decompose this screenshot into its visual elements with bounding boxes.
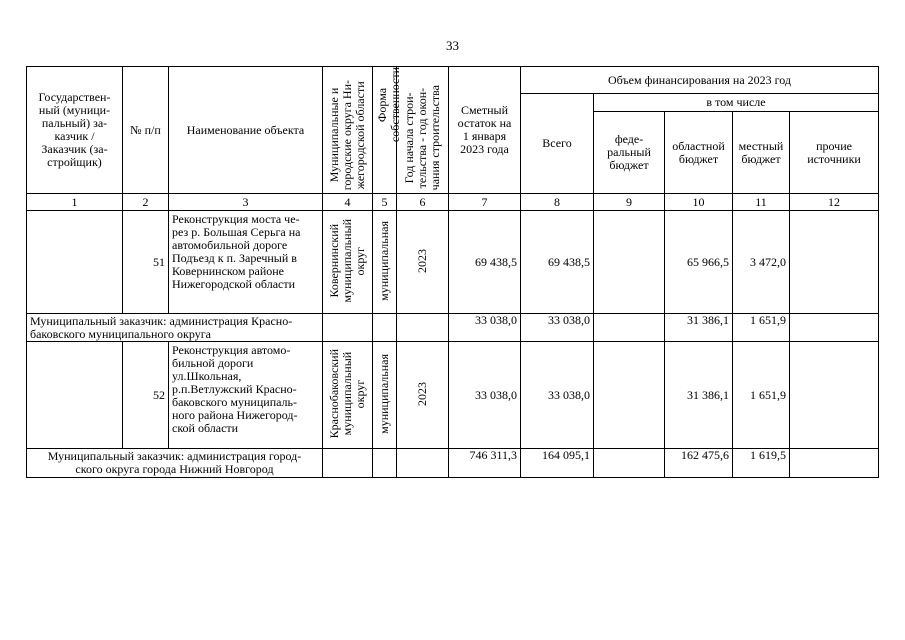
object-local: 3 472,0: [733, 211, 790, 314]
object-years: 2023: [415, 381, 429, 406]
column-number-row: [27, 194, 879, 211]
column-number: 4: [323, 194, 373, 211]
header-years: Год начала строи- тельства - год окон- чания строительства: [402, 84, 442, 190]
object-municipality: Ковернинский муниципальный округ: [327, 218, 367, 303]
customer-label: Муниципальный заказчик: администрация город- ского округа города Нижний Новгород: [27, 449, 323, 478]
column-number: 6: [397, 194, 449, 211]
row-num: 51: [123, 211, 169, 314]
customer-row: [27, 314, 879, 342]
customer-label: Муниципальный заказчик: администрация Красно- баковского муниципального округа: [27, 314, 323, 342]
object-total: 33 038,0: [521, 342, 594, 449]
customer-estimate: 33 038,0: [449, 314, 521, 342]
customer-other: [790, 449, 879, 478]
object-total: 69 438,5: [521, 211, 594, 314]
column-number: 2: [123, 194, 169, 211]
column-number: 8: [521, 194, 594, 211]
header-local: местный бюджет: [733, 112, 790, 194]
object-name: Реконструкция автомо- бильной дороги ул.Школьная, р.п.Ветлужский Красно- баковского муниципаль- ного района Нижегород- ской области: [169, 342, 323, 449]
customer-federal: [594, 449, 665, 478]
object-years: 2023: [415, 248, 429, 273]
object-name: Реконструкция моста че- рез р. Большая Серьга на автомобильной дороге Подъезд к п. Заречный в Ковернинском районе Нижегородской области: [169, 211, 323, 314]
customer-federal: [594, 314, 665, 342]
financing-table: [26, 66, 879, 478]
column-number: 9: [594, 194, 665, 211]
customer-regional: 162 475,6: [665, 449, 733, 478]
table-row: [27, 342, 879, 449]
column-number: 11: [733, 194, 790, 211]
object-estimate: 69 438,5: [449, 211, 521, 314]
header-ownership: Форма собственности: [375, 67, 402, 143]
header-object-name: Наименование объекта: [169, 67, 323, 194]
header-other: прочие источники: [790, 112, 879, 194]
customer-local: 1 651,9: [733, 314, 790, 342]
object-ownership: муниципальная: [377, 353, 391, 434]
table-row: [27, 211, 879, 314]
customer-other: [790, 314, 879, 342]
column-number: 5: [373, 194, 397, 211]
header-federal: феде- ральный бюджет: [594, 112, 665, 194]
object-federal: [594, 342, 665, 449]
object-other: [790, 342, 879, 449]
object-regional: 65 966,5: [665, 211, 733, 314]
object-ownership: муниципальная: [377, 220, 391, 301]
column-number: 7: [449, 194, 521, 211]
object-local: 1 651,9: [733, 342, 790, 449]
customer-total: 33 038,0: [521, 314, 594, 342]
column-number: 12: [790, 194, 879, 211]
object-municipality: Краснобаковский муниципальный округ: [327, 348, 367, 439]
header-num: № п/п: [123, 67, 169, 194]
header-regional: областной бюджет: [665, 112, 733, 194]
header-financing: Объем финансирования на 2023 год: [521, 67, 879, 94]
column-number: 3: [169, 194, 323, 211]
page-number: 33: [446, 38, 459, 53]
customer-estimate: 746 311,3: [449, 449, 521, 478]
column-number: 1: [27, 194, 123, 211]
customer-total: 164 095,1: [521, 449, 594, 478]
header-total: Всего: [521, 94, 594, 194]
header-estimate-balance: Сметный остаток на 1 января 2023 года: [449, 67, 521, 194]
object-estimate: 33 038,0: [449, 342, 521, 449]
row-num: 52: [123, 342, 169, 449]
header-including: в том числе: [594, 94, 879, 112]
customer-row: [27, 449, 879, 478]
header-customer: Государствен- ный (муници- пальный) за- казчик / Заказчик (за- стройщик): [27, 67, 123, 194]
column-number: 10: [665, 194, 733, 211]
object-regional: 31 386,1: [665, 342, 733, 449]
object-other: [790, 211, 879, 314]
customer-regional: 31 386,1: [665, 314, 733, 342]
header-municipality: Муниципальные и городские округа Ни- жегородской области: [327, 79, 367, 190]
customer-local: 1 619,5: [733, 449, 790, 478]
object-federal: [594, 211, 665, 314]
